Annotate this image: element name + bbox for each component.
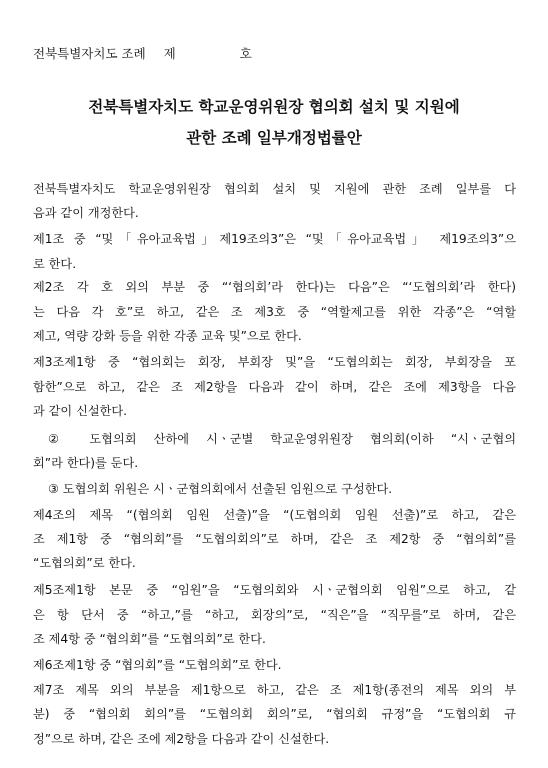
body-line: 로 한다. — [33, 257, 77, 271]
body-line: 음과 같이 개정한다. — [33, 206, 139, 220]
body-line: ③ 도협의회 위원은 시ㆍ군협의회에서 선출된 임원으로 구성한다. — [48, 482, 393, 496]
body-line: 제6조제1항 중 “협의회”를 “도협의회”로 한다. — [33, 658, 282, 672]
body-line: 분) 중 “협의회 회의”를 “도협의회 회의”로, “협의회 규정”을 “도협의회 규 — [33, 707, 516, 721]
body-line: 제4조의 제목 “(협의회 임원 선출)”을 “(도협의회 임원 선출)”로 하고, 같은 — [33, 508, 516, 522]
body-line: 은 항 단서 중 “하고,”를 “하고, 회장의”로, “직은”을 “직무를”로 하며, 같은 — [33, 608, 516, 622]
body-line: 전북특별자치도 학교운영위원장 협의회 설치 및 지원에 관한 조례 일부를 다 — [33, 182, 516, 196]
body-line: 조 제4항 중 “협의회”를 “도협의회”로 한다. — [33, 632, 266, 646]
body-line: 과 같이 신설한다. — [33, 404, 128, 418]
body-line: 회”라 한다)를 둔다. — [33, 456, 139, 470]
ordinance-label: 전북특별자치도 조례 — [33, 46, 146, 61]
body-line: ② 도협의회 산하에 시ㆍ군별 학교운영위원장 협의회(이하 “시ㆍ군협의 — [48, 432, 516, 446]
body-line: 제고, 역량 강화 등을 위한 각종 교육 및”으로 한다. — [33, 329, 302, 343]
ordinance-header — [33, 44, 252, 62]
ordinance-number-label: 제 — [163, 46, 176, 61]
body-line: 제5조제1항 본문 중 “임원”을 “도협의회와 시ㆍ군협의회 임원”으로 하고, 같 — [33, 583, 516, 597]
body-line: 제1조 중 “및「유아교육법」제19조의3”은 “및「유아교육법」 제19조의3”으 — [33, 232, 516, 246]
document-title-line: 전북특별자치도 학교운영위원장 협의회 설치 및 지원에 — [88, 98, 460, 116]
body-line: 정”으로 하며, 같은 조에 제2항을 다음과 같이 신설한다. — [33, 732, 330, 746]
ordinance-number-suffix: 호 — [239, 46, 252, 61]
body-line: “도협의회”로 한다. — [33, 556, 136, 570]
body-line: 함한”으로 하고, 같은 조 제2항을 다음과 같이 하며, 같은 조에 제3항을 다음 — [33, 380, 516, 394]
body-line: 제7조 제목 외의 부분을 제1항으로 하고, 같은 조 제1항(종전의 제목 외의 부 — [33, 683, 516, 697]
document-title-line: 관한 조례 일부개정법률안 — [186, 129, 362, 147]
body-line: 제3조제1항 중 “협의회는 회장, 부회장 및”을 “도협의회는 회장, 부회장을 포 — [33, 355, 516, 369]
body-line: 조 제1항 중 “협의회”를 “도협의회의”로 하며, 같은 조 제2항 중 “협의회”를 — [33, 532, 516, 546]
body-line: 는 다음 각 호”로 하고, 같은 조 제3호 중 “역할제고를 위한 각종”은 “역할 — [33, 305, 516, 319]
body-line: 제2조 각 호 외의 부분 중 “‘협의회’라 한다)는 다음”은 “‘도협의회’라 한다) — [33, 280, 516, 294]
